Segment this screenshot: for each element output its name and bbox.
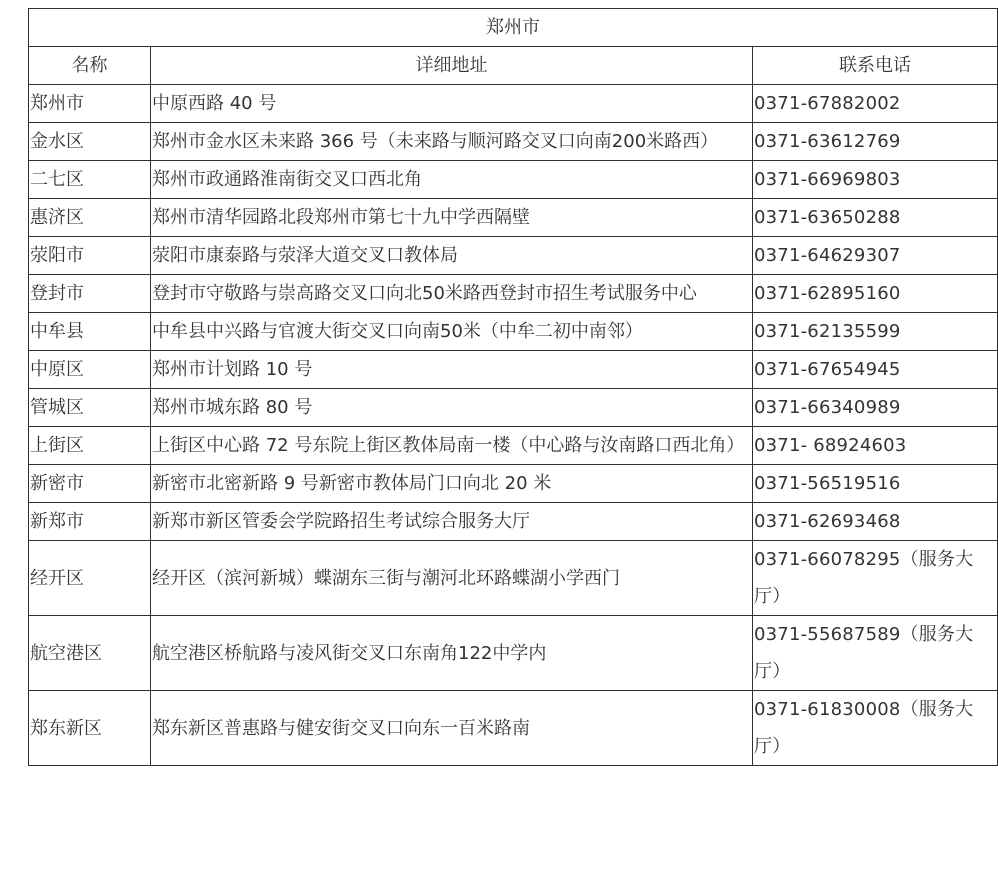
district-name: 登封市 <box>29 275 151 313</box>
table-row <box>29 351 998 389</box>
district-name: 郑州市 <box>29 85 151 123</box>
table-row <box>29 427 998 465</box>
address-cell: 郑州市政通路淮南街交叉口西北角 <box>151 161 753 199</box>
address-cell: 郑州市清华园路北段郑州市第七十九中学西隔壁 <box>151 199 753 237</box>
district-name: 新郑市 <box>29 503 151 541</box>
district-name: 新密市 <box>29 465 151 503</box>
phone-cell: 0371- 68924603 <box>753 427 998 465</box>
table-row <box>29 313 998 351</box>
district-name: 管城区 <box>29 389 151 427</box>
address-cell: 上街区中心路 72 号东院上街区教体局南一楼（中心路与汝南路口西北角） <box>151 427 753 465</box>
district-name: 航空港区 <box>29 616 151 691</box>
table-row <box>29 199 998 237</box>
district-name: 金水区 <box>29 123 151 161</box>
table-row <box>29 85 998 123</box>
header-phone: 联系电话 <box>753 47 998 85</box>
table-header-row <box>29 47 998 85</box>
district-name: 上街区 <box>29 427 151 465</box>
table-row <box>29 541 998 616</box>
phone-cell: 0371-64629307 <box>753 237 998 275</box>
district-name: 惠济区 <box>29 199 151 237</box>
phone-cell: 0371-55687589（服务大厅） <box>753 616 998 691</box>
district-name: 郑东新区 <box>29 691 151 766</box>
district-name: 荥阳市 <box>29 237 151 275</box>
phone-cell: 0371-63650288 <box>753 199 998 237</box>
district-name: 二七区 <box>29 161 151 199</box>
contact-table <box>28 8 998 766</box>
address-cell: 郑东新区普惠路与健安街交叉口向东一百米路南 <box>151 691 753 766</box>
table-row <box>29 389 998 427</box>
address-cell: 新郑市新区管委会学院路招生考试综合服务大厅 <box>151 503 753 541</box>
address-cell: 郑州市计划路 10 号 <box>151 351 753 389</box>
phone-cell: 0371-61830008（服务大厅） <box>753 691 998 766</box>
phone-cell: 0371-56519516 <box>753 465 998 503</box>
phone-cell: 0371-66969803 <box>753 161 998 199</box>
address-cell: 中牟县中兴路与官渡大街交叉口向南50米（中牟二初中南邻） <box>151 313 753 351</box>
district-name: 中牟县 <box>29 313 151 351</box>
header-name: 名称 <box>29 47 151 85</box>
phone-cell: 0371-66340989 <box>753 389 998 427</box>
table-row <box>29 237 998 275</box>
phone-cell: 0371-66078295（服务大厅） <box>753 541 998 616</box>
address-cell: 新密市北密新路 9 号新密市教体局门口向北 20 米 <box>151 465 753 503</box>
phone-cell: 0371-63612769 <box>753 123 998 161</box>
table-row <box>29 465 998 503</box>
table-row <box>29 123 998 161</box>
header-address: 详细地址 <box>151 47 753 85</box>
address-cell: 荥阳市康泰路与荥泽大道交叉口教体局 <box>151 237 753 275</box>
district-name: 经开区 <box>29 541 151 616</box>
table-row <box>29 503 998 541</box>
address-cell: 经开区（滨河新城）蝶湖东三街与潮河北环路蝶湖小学西门 <box>151 541 753 616</box>
table-row <box>29 275 998 313</box>
table-row <box>29 691 998 766</box>
district-name: 中原区 <box>29 351 151 389</box>
address-cell: 郑州市金水区未来路 366 号（未来路与顺河路交叉口向南200米路西） <box>151 123 753 161</box>
table-row <box>29 161 998 199</box>
address-cell: 航空港区桥航路与凌风街交叉口东南角122中学内 <box>151 616 753 691</box>
address-cell: 登封市守敬路与崇高路交叉口向北50米路西登封市招生考试服务中心 <box>151 275 753 313</box>
address-cell: 中原西路 40 号 <box>151 85 753 123</box>
phone-cell: 0371-62895160 <box>753 275 998 313</box>
phone-cell: 0371-67654945 <box>753 351 998 389</box>
table-row <box>29 616 998 691</box>
phone-cell: 0371-67882002 <box>753 85 998 123</box>
phone-cell: 0371-62693468 <box>753 503 998 541</box>
table-title: 郑州市 <box>29 9 998 47</box>
phone-cell: 0371-62135599 <box>753 313 998 351</box>
address-cell: 郑州市城东路 80 号 <box>151 389 753 427</box>
table-title-row <box>29 9 998 47</box>
